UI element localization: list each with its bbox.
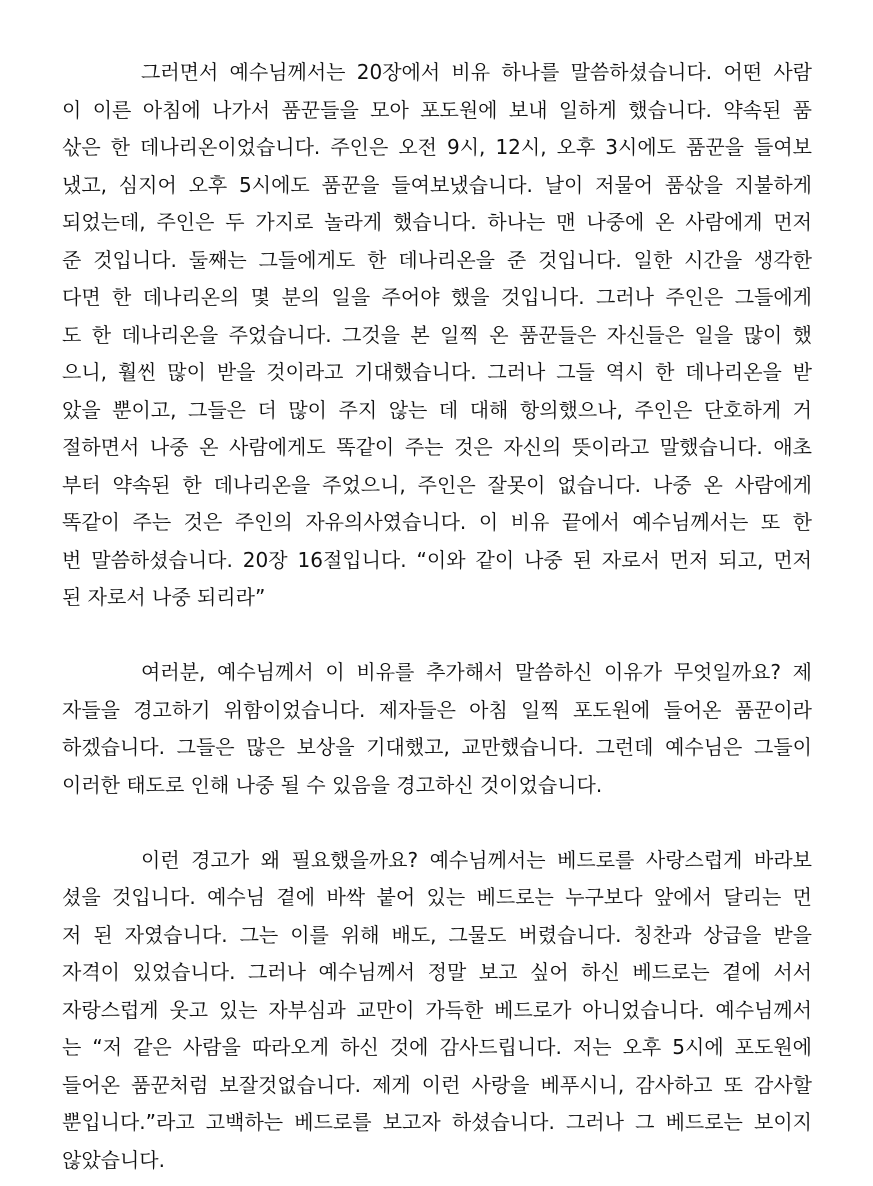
text-line: 저 된 자였습니다. 그는 이를 위해 배도, 그물도 버렸습니다. 칭찬과 상급을 받을 [62, 922, 812, 947]
paragraph-gap [62, 617, 812, 655]
text-line: 다면 한 데나리온의 몇 분의 일을 주어야 했을 것입니다. 그러나 주인은 그들에게 [62, 285, 812, 309]
text-line: 뿐입니다.”라고 고백하는 베드로를 보고자 하셨습니다. 그러나 그 베드로는 보이지 [62, 1110, 812, 1134]
text-line: 준 것입니다. 둘째는 그들에게도 한 데나리온을 준 것입니다. 일한 시간을 생각한 [62, 247, 812, 272]
paragraph-gap [62, 804, 812, 842]
text-line: 않았습니다. [62, 1147, 165, 1172]
text-line: 하겠습니다. 그들은 많은 보상을 기대했고, 교만했습니다. 그런데 예수님은 그들이 [62, 735, 812, 759]
text-line: 이런 경고가 왜 필요했을까요? 예수님께서는 베드로를 사랑스럽게 바라보 [141, 847, 812, 872]
paragraph-warning [62, 654, 812, 804]
text-line: 셨을 것입니다. 예수님 곁에 바싹 붙어 있는 베드로는 누구보다 앞에서 달리는 먼 [62, 885, 812, 909]
text-line: 자격이 있었습니다. 그러나 예수님께서 정말 보고 싶어 하신 베드로는 곁에 서서 [62, 960, 812, 984]
text-line: 번 말씀하셨습니다. 20장 16절입니다. “이와 같이 나중 된 자로서 먼저 되고, 먼저 [62, 547, 812, 572]
text-line: 삯은 한 데나리온이었습니다. 주인은 오전 9시, 12시, 오후 3시에도 품꾼을 들여보 [62, 135, 812, 159]
document-page [62, 54, 812, 1179]
text-line: 는 “저 같은 사람을 따라오게 하신 것에 감사드립니다. 저는 오후 5시에 포도원에 [62, 1035, 812, 1059]
text-line: 자들을 경고하기 위함이었습니다. 제자들은 아침 일찍 포도원에 들어온 품꾼이라 [62, 697, 812, 722]
paragraph-parable [62, 54, 812, 617]
text-line: 절하면서 나중 온 사람에게도 똑같이 주는 것은 자신의 뜻이라고 말했습니다. 애초 [62, 435, 812, 459]
text-line: 여러분, 예수님께서 이 비유를 추가해서 말씀하신 이유가 무엇일까요? 제 [141, 660, 812, 684]
text-line: 똑같이 주는 것은 주인의 자유의사였습니다. 이 비유 끝에서 예수님께서는 또 한 [62, 510, 812, 534]
text-line: 이 이른 아침에 나가서 품꾼들을 모아 포도원에 보내 일하게 했습니다. 약속된 품 [62, 97, 812, 122]
text-line: 도 한 데나리온을 주었습니다. 그것을 본 일찍 온 품꾼들은 자신들은 일을 많이 했 [62, 322, 812, 347]
text-line: 된 자로서 나중 되리라” [62, 585, 266, 609]
text-line: 들어온 품꾼처럼 보잘것없습니다. 제게 이런 사랑을 베푸시니, 감사하고 또 감사할 [62, 1072, 812, 1097]
text-line: 으니, 훨씬 많이 받을 것이라고 기대했습니다. 그러나 그들 역시 한 데나리온을 받 [62, 360, 812, 384]
text-line: 냈고, 심지어 오후 5시에도 품꾼을 들여보냈습니다. 날이 저물어 품삯을 지불하게 [62, 172, 812, 197]
text-line: 았을 뿐이고, 그들은 더 많이 주지 않는 데 대해 항의했으나, 주인은 단호하게 거 [62, 397, 812, 422]
paragraph-peter [62, 842, 812, 1180]
text-line: 이러한 태도로 인해 나중 될 수 있음을 경고하신 것이었습니다. [62, 772, 603, 797]
text-line: 그러면서 예수님께서는 20장에서 비유 하나를 말씀하셨습니다. 어떤 사람 [141, 60, 812, 84]
text-line: 부터 약속된 한 데나리온을 주었으니, 주인은 잘못이 없습니다. 나중 온 사람에게 [62, 472, 812, 497]
text-line: 되었는데, 주인은 두 가지로 놀라게 했습니다. 하나는 맨 나중에 온 사람에게 먼저 [62, 210, 812, 234]
text-line: 자랑스럽게 웃고 있는 자부심과 교만이 가득한 베드로가 아니었습니다. 예수님께서 [62, 997, 812, 1022]
